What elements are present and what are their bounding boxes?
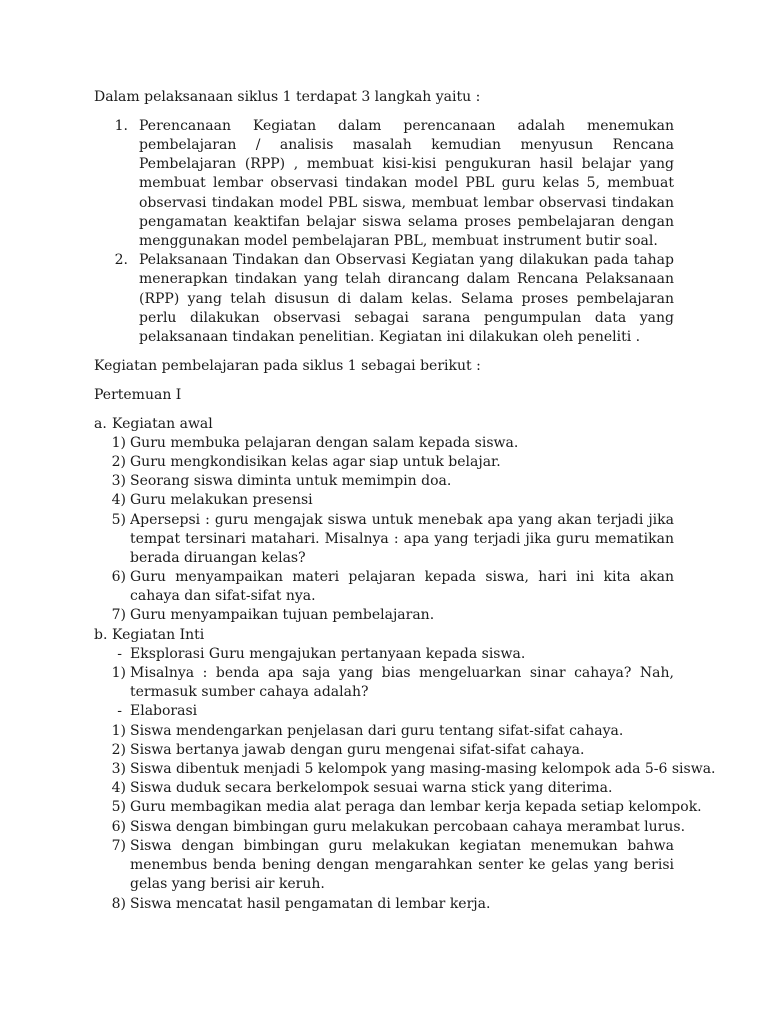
list-item: Siswa bertanya jawab dengan guru mengenai sifat-sifat cahaya. <box>130 742 585 758</box>
list-marker: 6) <box>111 819 126 835</box>
list-item-continuation: cahaya dan sifat-sifat nya. <box>130 588 316 604</box>
list-item: Guru mengkondisikan kelas agar siap untuk belajar. <box>130 454 501 470</box>
section-a-marker: a. <box>94 416 107 432</box>
list-marker: 2) <box>111 742 126 758</box>
list-item: Guru membagikan media alat peraga dan lembar kerja kepada setiap kelompok. <box>130 799 702 815</box>
list-item: Guru membuka pelajaran dengan salam kepada siswa. <box>130 435 519 451</box>
list-marker: 3) <box>111 761 126 777</box>
list-marker: 1) <box>111 723 126 739</box>
list-item: Apersepsi : guru mengajak siswa untuk menebak apa yang akan terjadi jika <box>130 512 674 528</box>
list-item-continuation: termasuk sumber cahaya adalah? <box>130 684 369 700</box>
step-1-line: Perencanaan Kegiatan dalam perencanaan adalah menemukan <box>139 118 674 134</box>
list-marker: 5) <box>111 799 126 815</box>
list-marker: 7) <box>111 838 126 854</box>
list-marker: 1) <box>111 435 126 451</box>
activities-intro: Kegiatan pembelajaran pada siklus 1 sebagai berikut : <box>94 358 481 374</box>
list-item: Siswa dengan bimbingan guru melakukan percobaan cahaya merambat lurus. <box>130 819 686 835</box>
list-marker: 4) <box>111 492 126 508</box>
step-2-line: Pelaksanaan Tindakan dan Observasi Kegiatan yang dilakukan pada tahap <box>139 252 674 268</box>
step-1-line: pembelajaran / analisis masalah kemudian menyusun Rencana <box>139 137 674 153</box>
list-item-continuation: gelas yang berisi air keruh. <box>130 876 325 892</box>
list-item: Siswa dengan bimbingan guru melakukan kegiatan menemukan bahwa <box>130 838 674 854</box>
step-1-line: observasi tindakan model PBL siswa, membuat lembar observasi tindakan <box>139 195 674 211</box>
step-2-line: menerapkan tindakan yang telah dirancang dalam Rencana Pelaksanaan <box>139 271 674 287</box>
list-marker: 4) <box>111 780 126 796</box>
dash-marker: - <box>117 703 122 719</box>
step-2-line: perlu dilakukan observasi sebagai sarana pengumpulan data yang <box>139 310 674 326</box>
section-b-title: Kegiatan Inti <box>112 627 205 643</box>
list-item: Guru menyampaikan tujuan pembelajaran. <box>130 607 435 623</box>
list-item-continuation: berada diruangan kelas? <box>130 550 306 566</box>
list-item: Siswa dibentuk menjadi 5 kelompok yang masing-masing kelompok ada 5-6 siswa. <box>130 761 716 777</box>
step-number: 2. <box>114 252 128 268</box>
list-item-continuation: menembus benda bening dengan mengarahkan senter ke gelas yang berisi <box>130 857 674 873</box>
list-marker: 1) <box>111 665 126 681</box>
list-item: Siswa mendengarkan penjelasan dari guru tentang sifat-sifat cahaya. <box>130 723 624 739</box>
list-item: Guru menyampaikan materi pelajaran kepada siswa, hari ini kita akan <box>130 569 674 585</box>
intro-paragraph: Dalam pelaksanaan siklus 1 terdapat 3 langkah yaitu : <box>94 89 481 105</box>
list-item: Siswa duduk secara berkelompok sesuai warna stick yang diterima. <box>130 780 613 796</box>
list-marker: 7) <box>111 607 126 623</box>
elab-heading: Elaborasi <box>130 703 198 719</box>
list-marker: 5) <box>111 512 126 528</box>
list-item: Siswa mencatat hasil pengamatan di lembar kerja. <box>130 896 491 912</box>
step-2-line: (RPP) yang telah disusun di dalam kelas. Selama proses pembelajaran <box>139 291 674 307</box>
list-item-continuation: tempat tersinari matahari. Misalnya : apa yang terjadi jika guru mematikan <box>130 531 674 547</box>
dash-marker: - <box>117 646 122 662</box>
step-1-line: pengamatan keaktifan belajar siswa selama proses pembelajaran dengan <box>139 214 674 230</box>
list-item: Seorang siswa diminta untuk memimpin doa. <box>130 473 452 489</box>
list-item: Guru melakukan presensi <box>130 492 313 508</box>
step-1-line: menggunakan model pembelajaran PBL, membuat instrument butir soal. <box>139 233 658 249</box>
section-a-title: Kegiatan awal <box>112 416 213 432</box>
list-marker: 2) <box>111 454 126 470</box>
step-2-line: pelaksanaan tindakan penelitian. Kegiatan ini dilakukan oleh peneliti . <box>139 329 641 345</box>
step-number: 1. <box>114 118 128 134</box>
meeting-title: Pertemuan I <box>94 387 182 403</box>
step-1-line: Pembelajaran (RPP) , membuat kisi-kisi pengukuran hasil belajar yang <box>139 156 674 172</box>
list-marker: 8) <box>111 896 126 912</box>
explore-heading: Eksplorasi Guru mengajukan pertanyaan kepada siswa. <box>130 646 526 662</box>
list-marker: 3) <box>111 473 126 489</box>
list-marker: 6) <box>111 569 126 585</box>
list-item: Misalnya : benda apa saja yang bias mengeluarkan sinar cahaya? Nah, <box>130 665 674 681</box>
step-1-line: membuat lembar observasi tindakan model PBL guru kelas 5, membuat <box>139 175 674 191</box>
section-b-marker: b. <box>94 627 108 643</box>
